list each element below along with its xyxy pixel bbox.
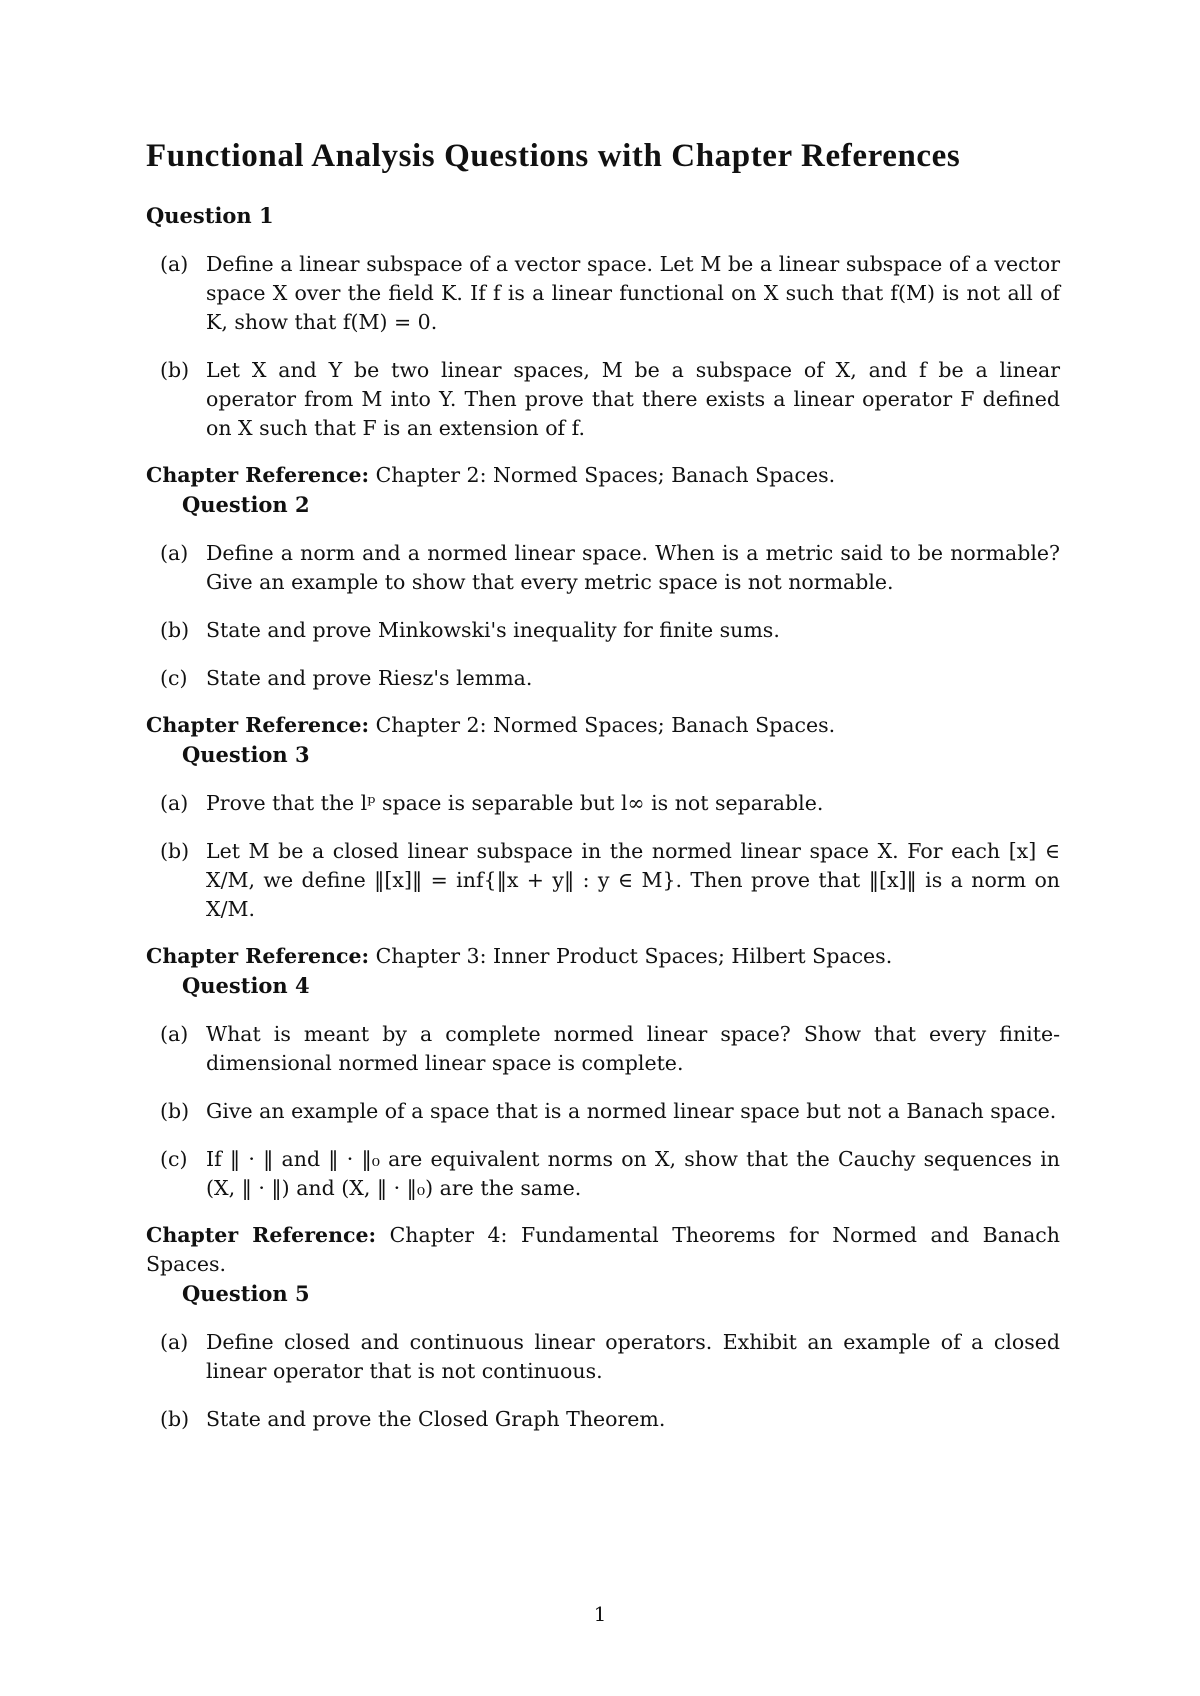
chapter-reference-label: Chapter Reference: [146, 944, 370, 968]
question-block-5 [146, 1279, 1060, 1434]
question-part [146, 837, 1060, 924]
question-part [146, 1328, 1060, 1386]
part-text: Give an example of a space that is a normed linear space but not a Banach space. [206, 1099, 1057, 1123]
part-text: Let M be a closed linear subspace in the normed linear space X. For each [x] ∈ X/M, we define ‖[x]‖ = inf{‖x + y‖ : y ∈ M}. Then prove that ‖[x]‖ is a norm on X/M. [206, 839, 1060, 921]
part-label: (c) [160, 666, 188, 690]
part-label: (a) [160, 1330, 189, 1354]
part-label: (a) [160, 791, 189, 815]
part-label: (b) [160, 358, 190, 382]
question-block-2 [146, 490, 1060, 740]
chapter-reference-text: Chapter 2: Normed Spaces; Banach Spaces. [375, 713, 836, 737]
chapter-reference-label: Chapter Reference: [146, 1223, 377, 1247]
question-parts [146, 250, 1060, 443]
question-part [146, 539, 1060, 597]
question-part [146, 664, 1060, 693]
document-body [146, 134, 1060, 1452]
part-text: Prove that the lᵖ space is separable but l∞ is not separable. [206, 791, 824, 815]
question-heading: Question 3 [182, 742, 310, 767]
part-label: (a) [160, 252, 189, 276]
part-label: (a) [160, 1022, 189, 1046]
chapter-reference [146, 942, 1060, 971]
page-number: 1 [593, 1602, 607, 1626]
part-text: State and prove Minkowski's inequality for finite sums. [206, 618, 780, 642]
question-part [146, 616, 1060, 645]
chapter-reference-label: Chapter Reference: [146, 713, 370, 737]
part-text: If ‖ · ‖ and ‖ · ‖₀ are equivalent norms on X, show that the Cauchy sequences in (X, ‖ · ‖) and (X, ‖ · ‖₀) are the same. [206, 1147, 1060, 1200]
chapter-reference-text: Chapter 3: Inner Product Spaces; Hilbert Spaces. [375, 944, 893, 968]
question-heading: Question 5 [182, 1281, 310, 1306]
question-heading: Question 2 [182, 492, 310, 517]
question-part [146, 250, 1060, 337]
part-text: Define a norm and a normed linear space. When is a metric said to be normable? Give an example to show that every metric space is not normable. [206, 541, 1060, 594]
question-block-3 [146, 740, 1060, 971]
part-text: State and prove the Closed Graph Theorem. [206, 1407, 666, 1431]
question-part [146, 1145, 1060, 1203]
part-text: Define a linear subspace of a vector space. Let M be a linear subspace of a vector space X over the field K. If f is a linear functional on X such that f(M) is not all of K, show that f(M) = 0. [206, 252, 1060, 334]
part-label: (b) [160, 1099, 190, 1123]
part-label: (c) [160, 1147, 188, 1171]
part-label: (a) [160, 541, 189, 565]
question-parts [146, 789, 1060, 924]
question-parts [146, 539, 1060, 693]
question-block-4 [146, 971, 1060, 1279]
question-heading: Question 1 [146, 203, 274, 228]
question-part [146, 1097, 1060, 1126]
chapter-reference-label: Chapter Reference: [146, 463, 370, 487]
part-label: (b) [160, 1407, 190, 1431]
question-heading: Question 4 [182, 973, 310, 998]
part-label: (b) [160, 618, 190, 642]
chapter-reference [146, 711, 1060, 740]
question-block-1 [146, 201, 1060, 490]
question-part [146, 1405, 1060, 1434]
part-text: Define closed and continuous linear operators. Exhibit an example of a closed linear operator that is not continuous. [206, 1330, 1060, 1383]
part-text: State and prove Riesz's lemma. [206, 666, 533, 690]
question-part [146, 789, 1060, 818]
chapter-reference [146, 1221, 1060, 1279]
page-title: Functional Analysis Questions with Chapter References [146, 138, 961, 174]
question-parts [146, 1020, 1060, 1203]
chapter-reference-text: Chapter 4: Fundamental Theorems for Normed and Banach Spaces. [146, 1223, 1060, 1276]
question-parts [146, 1328, 1060, 1434]
chapter-reference [146, 461, 1060, 490]
part-label: (b) [160, 839, 190, 863]
chapter-reference-text: Chapter 2: Normed Spaces; Banach Spaces. [375, 463, 836, 487]
part-text: Let X and Y be two linear spaces, M be a subspace of X, and f be a linear operator from M into Y. Then prove that there exists a linear operator F defined on X such that F is an extension of f. [206, 358, 1060, 440]
question-part [146, 1020, 1060, 1078]
part-text: What is meant by a complete normed linear space? Show that every finite-dimensional normed linear space is complete. [206, 1022, 1060, 1075]
question-part [146, 356, 1060, 443]
